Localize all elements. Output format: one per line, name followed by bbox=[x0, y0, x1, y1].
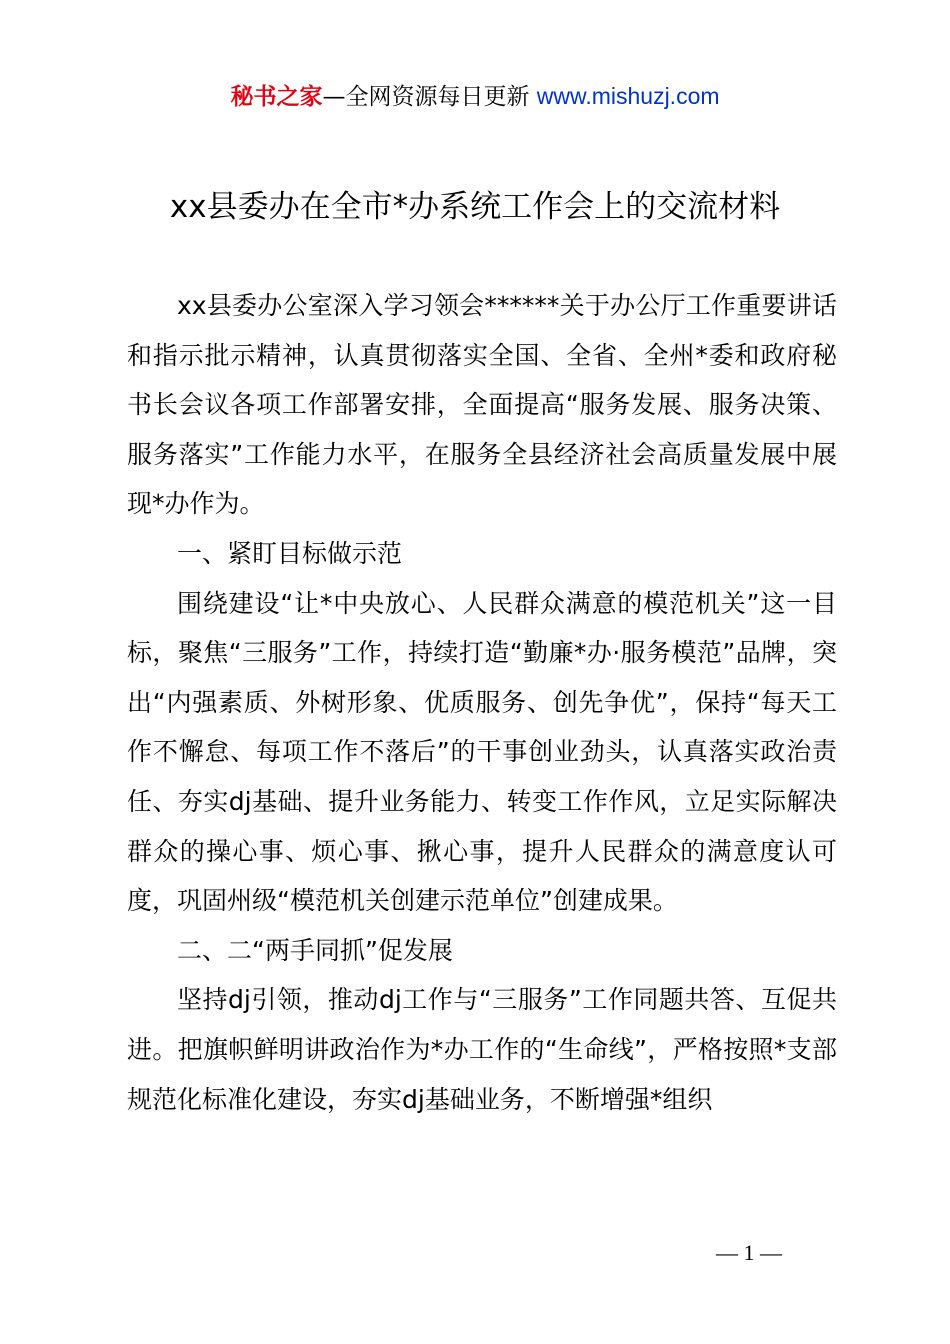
document-title: xx县委办在全市*办系统工作会上的交流材料 bbox=[169, 189, 781, 225]
site-url-link[interactable]: www.mishuzj.com bbox=[536, 83, 720, 109]
header-banner bbox=[0, 80, 950, 113]
document-body bbox=[127, 281, 837, 1124]
section-1-heading: 一、紧盯目标做示范 bbox=[177, 538, 403, 568]
page-number: — 1 — bbox=[716, 1240, 782, 1265]
tagline: —全网资源每日更新 bbox=[322, 84, 530, 110]
brand-name: 秘书之家 bbox=[230, 84, 323, 110]
intro-paragraph: xx县委办公室深入学习领会******关于办公厅工作重要讲话和指示批示精神，认真贯彻落实全国、全省、全州*委和政府秘书长会议各项工作部署安排，全面提高“服务发展、服务决策、服务落实”工作能力水平，在服务全县经济社会高质量发展中展现*办作为。 bbox=[127, 291, 837, 519]
section-2-heading: 二、二“两手同抓”促发展 bbox=[177, 935, 453, 965]
section-2-paragraph: 坚持dj引领，推动dj工作与“三服务”工作同题共答、互促共进。把旗帜鲜明讲政治作为*办工作的“生命线”，严格按照*支部规范化标准化建设，夯实dj基础业务，不断增强*组织 bbox=[127, 985, 837, 1114]
section-1-paragraph: 围绕建设“让*中央放心、人民群众满意的模范机关”这一目标，聚焦“三服务”工作，持续打造“勤廉*办·服务模范”品牌，突出“内强素质、外树形象、优质服务、创先争优”，保持“每天工作不懈怠、每项工作不落后”的干事创业劲头，认真落实政治责任、夯实dj基础、提升业务能力、转变工作作风，立足实际解决群众的操心事、烦心事、揪心事，提升人民群众的满意度认可度，巩固州级“模范机关创建示范单位”创建成果。 bbox=[127, 588, 837, 916]
